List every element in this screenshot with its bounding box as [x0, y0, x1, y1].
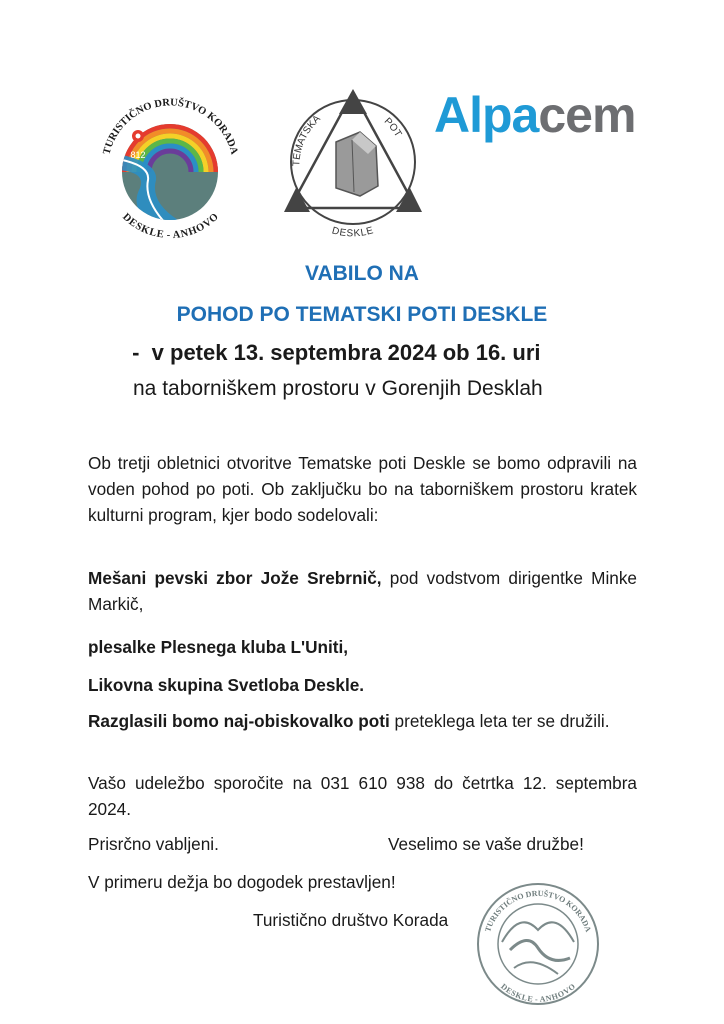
rsvp-paragraph: Vašo udeležbo sporočite na 031 610 938 do četrtka 12. septembra 2024. — [88, 773, 637, 819]
logo-ring-text: TURISTIČNO DRUŠTVO KORADA — [101, 97, 240, 156]
award-bold: Razglasili bomo naj-obiskovalko poti — [88, 711, 390, 731]
svg-text:Alpacem — [434, 87, 635, 143]
alpacem-logo — [434, 84, 660, 144]
stamp-bottom-text: DESKLE - ANHOVO — [499, 981, 577, 1004]
choir-conductor: pod vodstvom dirigentke Minke Markič, — [88, 568, 637, 614]
organizer-signature: Turistično društvo Korada — [253, 910, 449, 930]
award-paragraph — [88, 708, 637, 734]
organization-stamp — [474, 880, 602, 1008]
event-location: na taborniškem prostoru v Gorenjih Desklah — [133, 377, 543, 400]
stamp-top-text: TURISTIČNO DRUŠTVO KORADA — [483, 888, 593, 934]
invitation-title: VABILO NA — [305, 262, 419, 285]
alpacem-part2: cem — [538, 87, 636, 143]
rain-notice: V primeru dežja bo dogodek prestavljen! — [88, 872, 396, 892]
looking-forward-text: Veselimo se vaše družbe! — [388, 834, 584, 854]
elevation-label: 812 — [130, 150, 146, 160]
turisticno-drustvo-korada-logo — [98, 92, 243, 240]
intro-paragraph: Ob tretji obletnici otvoritve Tematske poti Deskle se bomo odpravili na voden pohod po poti. Ob zaključku bo na taborniškem prostoru kratek kulturni program, kjer bodo sodelovali: — [88, 453, 637, 525]
logo-bottom-text: DESKLE - ANHOVO — [120, 211, 221, 240]
event-date: - v petek 13. septembra 2024 ob 16. uri — [126, 340, 541, 365]
tematska-pot-logo — [276, 84, 426, 244]
choir-paragraph — [88, 565, 637, 617]
dancers-paragraph — [88, 634, 637, 660]
choir-name: Mešani pevski zbor Jože Srebrnič, — [88, 568, 382, 588]
welcome-text: Prisrčno vabljeni. — [88, 834, 219, 854]
alpacem-part1: Alpa — [434, 87, 539, 143]
deskle-label: DESKLE — [330, 225, 375, 240]
event-title: POHOD PO TEMATSKI POTI DESKLE — [176, 303, 548, 326]
pot-label: POT — [381, 115, 404, 140]
dancers-name: plesalke Plesnega kluba L'Uniti, — [88, 637, 349, 657]
award-rest: preteklega leta ter se družili. — [389, 711, 610, 731]
art-group-paragraph — [88, 672, 637, 698]
art-group-name: Likovna skupina Svetloba Deskle. — [88, 675, 365, 695]
tematska-label: TEMATSKA — [291, 113, 323, 167]
